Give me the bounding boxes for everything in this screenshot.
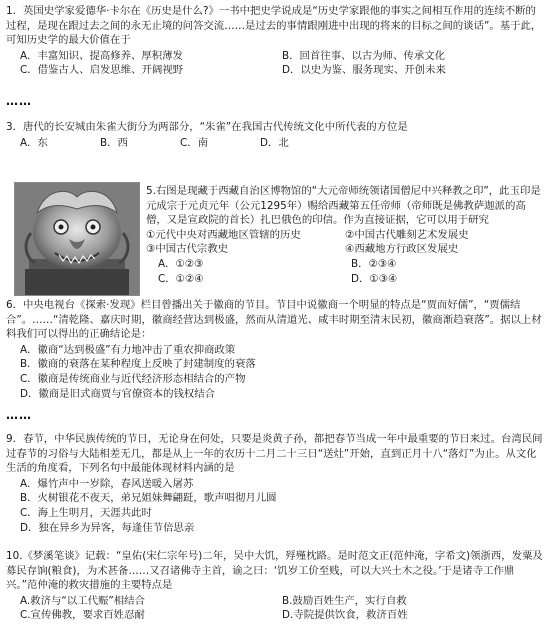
question-5-item-3: ③中国古代宗教史 — [146, 243, 229, 256]
question-10 — [6, 549, 544, 623]
question-9-option-b[interactable]: B．火树银花不夜天，弟兄姐妹舞翩跹，歌声唱彻月儿圆 — [20, 492, 277, 505]
question-10-stem: 10.《梦溪笔谈》记载：“皇佑(宋仁宗年号)二年，吴中大饥，殍殣枕路。是时范文正(范仲淹，字希文)领浙西，发粟及募民存饷(粮食)，为术甚备……又召诸佛寺主首，谕之曰：‘饥岁工价至贱，可以大兴土木之役。’于是诸寺工作鼎兴。”范仲淹的救灾措施的主要特点是 — [6, 550, 543, 592]
question-5-options — [146, 257, 544, 286]
question-5 — [146, 184, 544, 286]
question-6-option-d[interactable]: D．徽商是旧式商贾与官僚资本的钱权结合 — [20, 387, 216, 400]
question-6-stem: 6．中央电视台《探索·发现》栏目曾播出关于徽商的节目。节目中说徽商一个明显的特点是“贾而好儒”，“贾儒结合”。……“清乾隆、嘉庆时期，徽商经营达到极盛，然而从清道光、咸丰时期至清末民初，徽商渐趋衰落”。据以上材料我们可以得出的正确结论是： — [6, 299, 542, 341]
question-5-option-b[interactable]: B．②③④ — [351, 257, 397, 270]
question-10-option-a[interactable]: A.救济与“以工代赈”相结合 — [20, 594, 145, 607]
question-1-option-a[interactable]: A．丰富知识、提高修养、厚积薄发 — [20, 49, 183, 62]
question-9-option-c[interactable]: C．海上生明月，天涯共此时 — [20, 506, 152, 519]
question-1-option-b[interactable]: B．回首往事、以古为师、传承文化 — [282, 49, 445, 62]
question-9 — [6, 432, 544, 535]
question-10-option-d[interactable]: D.寺院提供饮食，救济百姓 — [282, 609, 408, 622]
question-6-options — [6, 343, 544, 401]
question-3-stem: 3．唐代的长安城由朱雀大街分为两部分，“朱雀”在我国古代传统文化中所代表的方位是 — [6, 121, 408, 133]
question-6-option-b[interactable]: B．徽商的衰落在某种程度上反映了封建制度的衰落 — [20, 358, 256, 371]
question-10-options — [6, 594, 544, 623]
question-3-option-a[interactable]: A．东 — [20, 136, 48, 149]
question-3-options — [6, 136, 340, 151]
question-5-item-2: ②中国古代雕刻艺术发展史 — [345, 228, 469, 241]
question-1-options — [6, 49, 544, 78]
question-5-stem: 5.右图是现藏于西藏自治区博物馆的“大元帝师统领诸国僧尼中兴释教之印”，此玉印是元成宗于元贞元年（公元1295年）赐给西藏第五任帝师（帝师既是佛教萨迦派的高僧，又是宣政院的首长）扎巴俄色的印信。作为直接证据，它可以用于研究 — [146, 185, 541, 227]
omission-dots-2: …… — [6, 408, 32, 422]
question-10-option-c[interactable]: C.宣传佛教，要求百姓忍耐 — [20, 609, 145, 622]
question-10-option-b[interactable]: B.鼓励百姓生产，实行自救 — [282, 594, 407, 607]
question-9-option-d[interactable]: D．独在异乡为异客，每逢佳节倍思亲 — [20, 521, 195, 534]
question-3-option-b[interactable]: B．西 — [100, 136, 128, 149]
question-6-option-a[interactable]: A．徽商“达到极盛”有力地冲击了重农抑商政策 — [20, 343, 236, 356]
question-3-option-c[interactable]: C．南 — [180, 136, 209, 149]
question-6 — [6, 298, 544, 401]
question-3 — [6, 120, 544, 150]
question-5-option-d[interactable]: D．①③④ — [351, 272, 398, 285]
question-5-item-1: ①元代中央对西藏地区管辖的历史 — [146, 228, 301, 241]
question-3-option-d[interactable]: D．北 — [260, 136, 289, 149]
question-6-option-c[interactable]: C．徽商是传统商业与近代经济形态相结合的产物 — [20, 372, 246, 385]
question-1-option-c[interactable]: C．借鉴古人、启发思维、开阔视野 — [20, 64, 184, 77]
question-5-option-a[interactable]: A．①②③ — [158, 257, 204, 270]
question-9-options — [6, 477, 544, 535]
question-1-option-d[interactable]: D．以史为鉴、服务现实、开创未来 — [282, 64, 446, 77]
omission-dots-1: …… — [6, 94, 32, 108]
question-1 — [6, 4, 544, 78]
question-1-stem: 1．英国史学家爱德华·卡尔在《历史是什么?》一书中把史学说成是“历史学家跟他的事实之间相互作用的连续不断的过程，是现在跟过去之间的永无止境的问答交流……是过去的事情跟刚进中出现的将来的目标之间的谈话”。基于此，可知历史学的最大价值在于 — [6, 5, 542, 47]
question-9-stem: 9．春节，中华民族传统的节日，无论身在何处，只要是炎黄子孙，都把春节当成一年中最重要的节日来过。台湾民间过春节的习俗与大陆相差无几，都是从上一年的农历十二月二十三日“送灶”开始，直到正月十八“落灯”为止。从文化生活的角度看，下列名句中最能体现材料内涵的是 — [6, 433, 543, 475]
jade-seal-illustration — [15, 183, 139, 295]
question-5-option-c[interactable]: C．①②④ — [158, 272, 204, 285]
jade-seal-photo — [14, 182, 140, 296]
question-5-items — [146, 228, 544, 257]
question-9-option-a[interactable]: A．爆竹声中一岁除，春风送暖入屠苏 — [20, 477, 194, 490]
question-5-item-4: ④西藏地方行政区发展史 — [345, 243, 459, 256]
